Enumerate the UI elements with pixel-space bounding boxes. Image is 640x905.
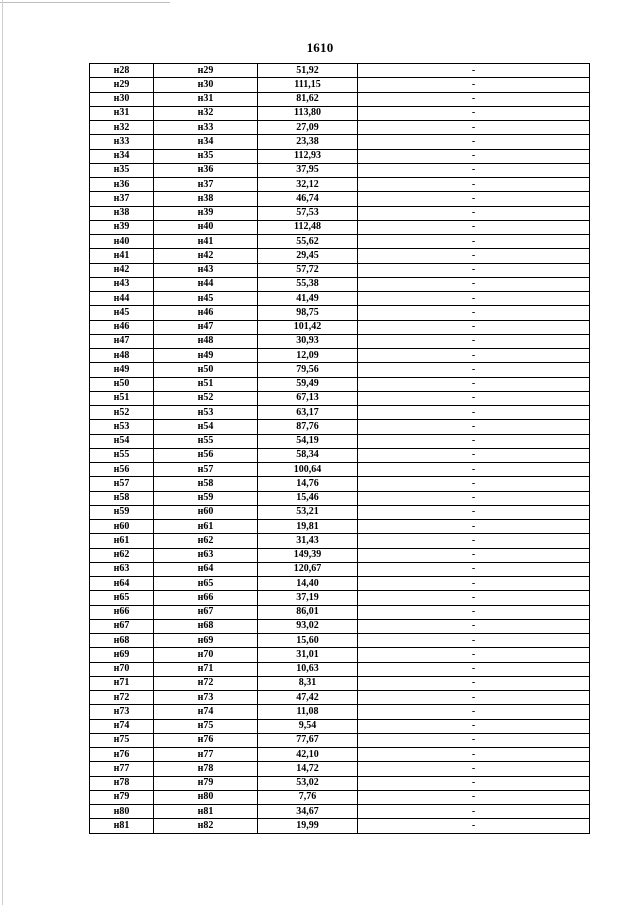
cell-point-to: н37 (154, 178, 258, 192)
cell-point-from: н81 (90, 819, 154, 833)
cell-point-from: н39 (90, 220, 154, 234)
cell-point-to: н49 (154, 349, 258, 363)
cell-note: - (358, 149, 590, 163)
table-row (90, 349, 590, 363)
cell-length: 46,74 (258, 192, 358, 206)
cell-length: 11,08 (258, 705, 358, 719)
table-row (90, 619, 590, 633)
cell-point-to: н33 (154, 121, 258, 135)
cell-note: - (358, 306, 590, 320)
cell-length: 32,12 (258, 178, 358, 192)
table-row (90, 149, 590, 163)
cell-point-to: н70 (154, 648, 258, 662)
table-row (90, 819, 590, 833)
cell-point-from: н40 (90, 235, 154, 249)
cell-point-to: н75 (154, 719, 258, 733)
cell-note: - (358, 762, 590, 776)
cell-note: - (358, 292, 590, 306)
cell-note: - (358, 121, 590, 135)
table-row (90, 420, 590, 434)
cell-length: 55,62 (258, 235, 358, 249)
table-row (90, 463, 590, 477)
cell-point-from: н63 (90, 562, 154, 576)
table-row (90, 377, 590, 391)
cell-note: - (358, 790, 590, 804)
cell-length: 8,31 (258, 676, 358, 690)
table-row (90, 648, 590, 662)
cell-point-from: н37 (90, 192, 154, 206)
table-body (90, 64, 590, 834)
cell-point-to: н38 (154, 192, 258, 206)
cell-point-from: н64 (90, 577, 154, 591)
table-row (90, 391, 590, 405)
cell-point-to: н57 (154, 463, 258, 477)
cell-length: 19,81 (258, 520, 358, 534)
cell-length: 63,17 (258, 406, 358, 420)
cell-note: - (358, 163, 590, 177)
cell-note: - (358, 691, 590, 705)
cell-length: 47,42 (258, 691, 358, 705)
cell-note: - (358, 491, 590, 505)
cell-note: - (358, 377, 590, 391)
cell-note: - (358, 805, 590, 819)
cell-point-from: н55 (90, 448, 154, 462)
cell-point-to: н51 (154, 377, 258, 391)
scan-edge-left (2, 0, 3, 905)
table-row (90, 448, 590, 462)
cell-note: - (358, 235, 590, 249)
cell-length: 37,19 (258, 591, 358, 605)
cell-point-to: н45 (154, 292, 258, 306)
table-row (90, 534, 590, 548)
cell-length: 81,62 (258, 92, 358, 106)
table-row (90, 591, 590, 605)
cell-point-from: н48 (90, 349, 154, 363)
page-number: 1610 (306, 40, 334, 55)
cell-length: 53,02 (258, 776, 358, 790)
cell-length: 55,38 (258, 277, 358, 291)
cell-point-to: н34 (154, 135, 258, 149)
cell-length: 79,56 (258, 363, 358, 377)
cell-note: - (358, 249, 590, 263)
cell-point-from: н67 (90, 619, 154, 633)
table-row (90, 192, 590, 206)
cell-point-to: н42 (154, 249, 258, 263)
cell-point-from: н66 (90, 605, 154, 619)
cell-length: 149,39 (258, 548, 358, 562)
cell-note: - (358, 406, 590, 420)
cell-length: 42,10 (258, 748, 358, 762)
cell-point-to: н72 (154, 676, 258, 690)
cell-point-to: н56 (154, 448, 258, 462)
cell-note: - (358, 648, 590, 662)
cell-note: - (358, 78, 590, 92)
table-row (90, 334, 590, 348)
cell-point-from: н57 (90, 477, 154, 491)
table-row (90, 178, 590, 192)
table-row (90, 64, 590, 78)
table-row (90, 220, 590, 234)
cell-length: 101,42 (258, 320, 358, 334)
cell-note: - (358, 349, 590, 363)
cell-length: 27,09 (258, 121, 358, 135)
cell-point-to: н54 (154, 420, 258, 434)
cell-length: 51,92 (258, 64, 358, 78)
table-row (90, 691, 590, 705)
cell-length: 9,54 (258, 719, 358, 733)
cell-point-from: н62 (90, 548, 154, 562)
cell-point-to: н29 (154, 64, 258, 78)
cell-note: - (358, 634, 590, 648)
cell-point-to: н80 (154, 790, 258, 804)
cell-point-to: н55 (154, 434, 258, 448)
cell-note: - (358, 619, 590, 633)
table-row (90, 733, 590, 747)
cell-point-from: н44 (90, 292, 154, 306)
cell-length: 57,53 (258, 206, 358, 220)
table-row (90, 320, 590, 334)
cell-point-from: н76 (90, 748, 154, 762)
cell-length: 31,01 (258, 648, 358, 662)
cell-point-from: н34 (90, 149, 154, 163)
cell-length: 31,43 (258, 534, 358, 548)
cell-note: - (358, 748, 590, 762)
cell-length: 54,19 (258, 434, 358, 448)
cell-length: 14,76 (258, 477, 358, 491)
cell-point-from: н56 (90, 463, 154, 477)
cell-length: 98,75 (258, 306, 358, 320)
cell-length: 53,21 (258, 505, 358, 519)
cell-length: 86,01 (258, 605, 358, 619)
cell-point-to: н61 (154, 520, 258, 534)
table-row (90, 676, 590, 690)
cell-point-to: н44 (154, 277, 258, 291)
cell-length: 14,40 (258, 577, 358, 591)
cell-point-to: н47 (154, 320, 258, 334)
scan-edge-top (0, 2, 170, 3)
cell-note: - (358, 363, 590, 377)
cell-length: 14,72 (258, 762, 358, 776)
cell-note: - (358, 192, 590, 206)
cell-length: 7,76 (258, 790, 358, 804)
cell-note: - (358, 662, 590, 676)
cell-length: 67,13 (258, 391, 358, 405)
cell-point-to: н64 (154, 562, 258, 576)
cell-note: - (358, 463, 590, 477)
cell-point-from: н36 (90, 178, 154, 192)
cell-note: - (358, 534, 590, 548)
cell-point-to: н65 (154, 577, 258, 591)
cell-note: - (358, 206, 590, 220)
cell-point-from: н53 (90, 420, 154, 434)
cell-point-from: н65 (90, 591, 154, 605)
cell-length: 15,60 (258, 634, 358, 648)
table-row (90, 92, 590, 106)
cell-note: - (358, 733, 590, 747)
cell-point-to: н78 (154, 762, 258, 776)
cell-point-from: н74 (90, 719, 154, 733)
table-row (90, 548, 590, 562)
table-row (90, 562, 590, 576)
table-row (90, 121, 590, 135)
table-row (90, 662, 590, 676)
table-row (90, 135, 590, 149)
cell-point-to: н73 (154, 691, 258, 705)
cell-point-to: н50 (154, 363, 258, 377)
cell-length: 12,09 (258, 349, 358, 363)
cell-point-from: н47 (90, 334, 154, 348)
table-row (90, 748, 590, 762)
cell-note: - (358, 92, 590, 106)
cell-point-from: н77 (90, 762, 154, 776)
cell-point-to: н40 (154, 220, 258, 234)
cell-point-from: н38 (90, 206, 154, 220)
cell-note: - (358, 434, 590, 448)
coordinates-table (89, 63, 590, 834)
cell-point-to: н31 (154, 92, 258, 106)
cell-point-to: н30 (154, 78, 258, 92)
table-row (90, 263, 590, 277)
cell-point-to: н58 (154, 477, 258, 491)
cell-length: 57,72 (258, 263, 358, 277)
cell-point-from: н30 (90, 92, 154, 106)
cell-point-from: н31 (90, 106, 154, 120)
cell-point-from: н50 (90, 377, 154, 391)
cell-length: 100,64 (258, 463, 358, 477)
cell-length: 120,67 (258, 562, 358, 576)
cell-point-to: н59 (154, 491, 258, 505)
cell-note: - (358, 776, 590, 790)
cell-note: - (358, 505, 590, 519)
table-row (90, 805, 590, 819)
table-row (90, 363, 590, 377)
cell-length: 87,76 (258, 420, 358, 434)
cell-point-from: н52 (90, 406, 154, 420)
cell-point-to: н63 (154, 548, 258, 562)
cell-note: - (358, 562, 590, 576)
cell-point-from: н46 (90, 320, 154, 334)
cell-point-from: н32 (90, 121, 154, 135)
table-row (90, 605, 590, 619)
cell-point-from: н70 (90, 662, 154, 676)
cell-note: - (358, 577, 590, 591)
cell-note: - (358, 477, 590, 491)
cell-point-to: н77 (154, 748, 258, 762)
cell-point-to: н60 (154, 505, 258, 519)
table-row (90, 434, 590, 448)
cell-note: - (358, 548, 590, 562)
cell-point-to: н36 (154, 163, 258, 177)
table-row (90, 491, 590, 505)
table-row (90, 762, 590, 776)
cell-point-from: н49 (90, 363, 154, 377)
cell-point-to: н76 (154, 733, 258, 747)
cell-length: 77,67 (258, 733, 358, 747)
cell-point-from: н59 (90, 505, 154, 519)
cell-point-from: н51 (90, 391, 154, 405)
cell-point-to: н52 (154, 391, 258, 405)
cell-note: - (358, 819, 590, 833)
cell-note: - (358, 676, 590, 690)
cell-point-from: н69 (90, 648, 154, 662)
cell-length: 58,34 (258, 448, 358, 462)
cell-point-from: н45 (90, 306, 154, 320)
cell-point-to: н46 (154, 306, 258, 320)
cell-note: - (358, 420, 590, 434)
table-row (90, 406, 590, 420)
cell-point-from: н72 (90, 691, 154, 705)
cell-point-from: н42 (90, 263, 154, 277)
table-row (90, 206, 590, 220)
cell-length: 23,38 (258, 135, 358, 149)
cell-length: 10,63 (258, 662, 358, 676)
cell-note: - (358, 520, 590, 534)
cell-note: - (358, 64, 590, 78)
cell-point-to: н53 (154, 406, 258, 420)
cell-length: 19,99 (258, 819, 358, 833)
cell-point-to: н41 (154, 235, 258, 249)
cell-note: - (358, 705, 590, 719)
table-row (90, 163, 590, 177)
cell-point-from: н29 (90, 78, 154, 92)
cell-point-to: н74 (154, 705, 258, 719)
cell-point-to: н81 (154, 805, 258, 819)
cell-point-from: н35 (90, 163, 154, 177)
cell-point-from: н58 (90, 491, 154, 505)
table-row (90, 277, 590, 291)
cell-point-to: н43 (154, 263, 258, 277)
table-row (90, 577, 590, 591)
cell-point-to: н82 (154, 819, 258, 833)
table-row (90, 520, 590, 534)
cell-note: - (358, 448, 590, 462)
cell-note: - (358, 391, 590, 405)
table-row (90, 634, 590, 648)
cell-point-to: н39 (154, 206, 258, 220)
cell-point-from: н75 (90, 733, 154, 747)
cell-point-from: н73 (90, 705, 154, 719)
cell-length: 113,80 (258, 106, 358, 120)
table-row (90, 477, 590, 491)
cell-point-from: н33 (90, 135, 154, 149)
cell-point-to: н62 (154, 534, 258, 548)
cell-note: - (358, 591, 590, 605)
cell-point-to: н71 (154, 662, 258, 676)
table-row (90, 790, 590, 804)
cell-point-to: н66 (154, 591, 258, 605)
cell-point-from: н71 (90, 676, 154, 690)
cell-point-from: н78 (90, 776, 154, 790)
cell-point-to: н79 (154, 776, 258, 790)
table-row (90, 705, 590, 719)
cell-length: 30,93 (258, 334, 358, 348)
cell-point-to: н35 (154, 149, 258, 163)
cell-point-to: н68 (154, 619, 258, 633)
cell-length: 112,93 (258, 149, 358, 163)
cell-point-from: н28 (90, 64, 154, 78)
cell-point-from: н54 (90, 434, 154, 448)
cell-note: - (358, 106, 590, 120)
cell-note: - (358, 178, 590, 192)
cell-point-from: н61 (90, 534, 154, 548)
cell-length: 34,67 (258, 805, 358, 819)
cell-note: - (358, 320, 590, 334)
cell-point-to: н67 (154, 605, 258, 619)
table-row (90, 776, 590, 790)
cell-length: 37,95 (258, 163, 358, 177)
cell-note: - (358, 334, 590, 348)
cell-length: 41,49 (258, 292, 358, 306)
cell-point-to: н48 (154, 334, 258, 348)
cell-note: - (358, 135, 590, 149)
cell-length: 111,15 (258, 78, 358, 92)
cell-note: - (358, 719, 590, 733)
table-row (90, 719, 590, 733)
cell-point-from: н68 (90, 634, 154, 648)
cell-note: - (358, 263, 590, 277)
table-row (90, 306, 590, 320)
cell-point-from: н60 (90, 520, 154, 534)
table-row (90, 106, 590, 120)
cell-note: - (358, 220, 590, 234)
cell-length: 59,49 (258, 377, 358, 391)
cell-note: - (358, 277, 590, 291)
cell-length: 112,48 (258, 220, 358, 234)
table-row (90, 249, 590, 263)
cell-length: 93,02 (258, 619, 358, 633)
cell-length: 29,45 (258, 249, 358, 263)
table-row (90, 78, 590, 92)
cell-point-to: н69 (154, 634, 258, 648)
cell-length: 15,46 (258, 491, 358, 505)
cell-point-from: н79 (90, 790, 154, 804)
cell-point-from: н80 (90, 805, 154, 819)
cell-point-from: н43 (90, 277, 154, 291)
cell-note: - (358, 605, 590, 619)
table-row (90, 235, 590, 249)
table-row (90, 505, 590, 519)
table-row (90, 292, 590, 306)
cell-point-to: н32 (154, 106, 258, 120)
cell-point-from: н41 (90, 249, 154, 263)
